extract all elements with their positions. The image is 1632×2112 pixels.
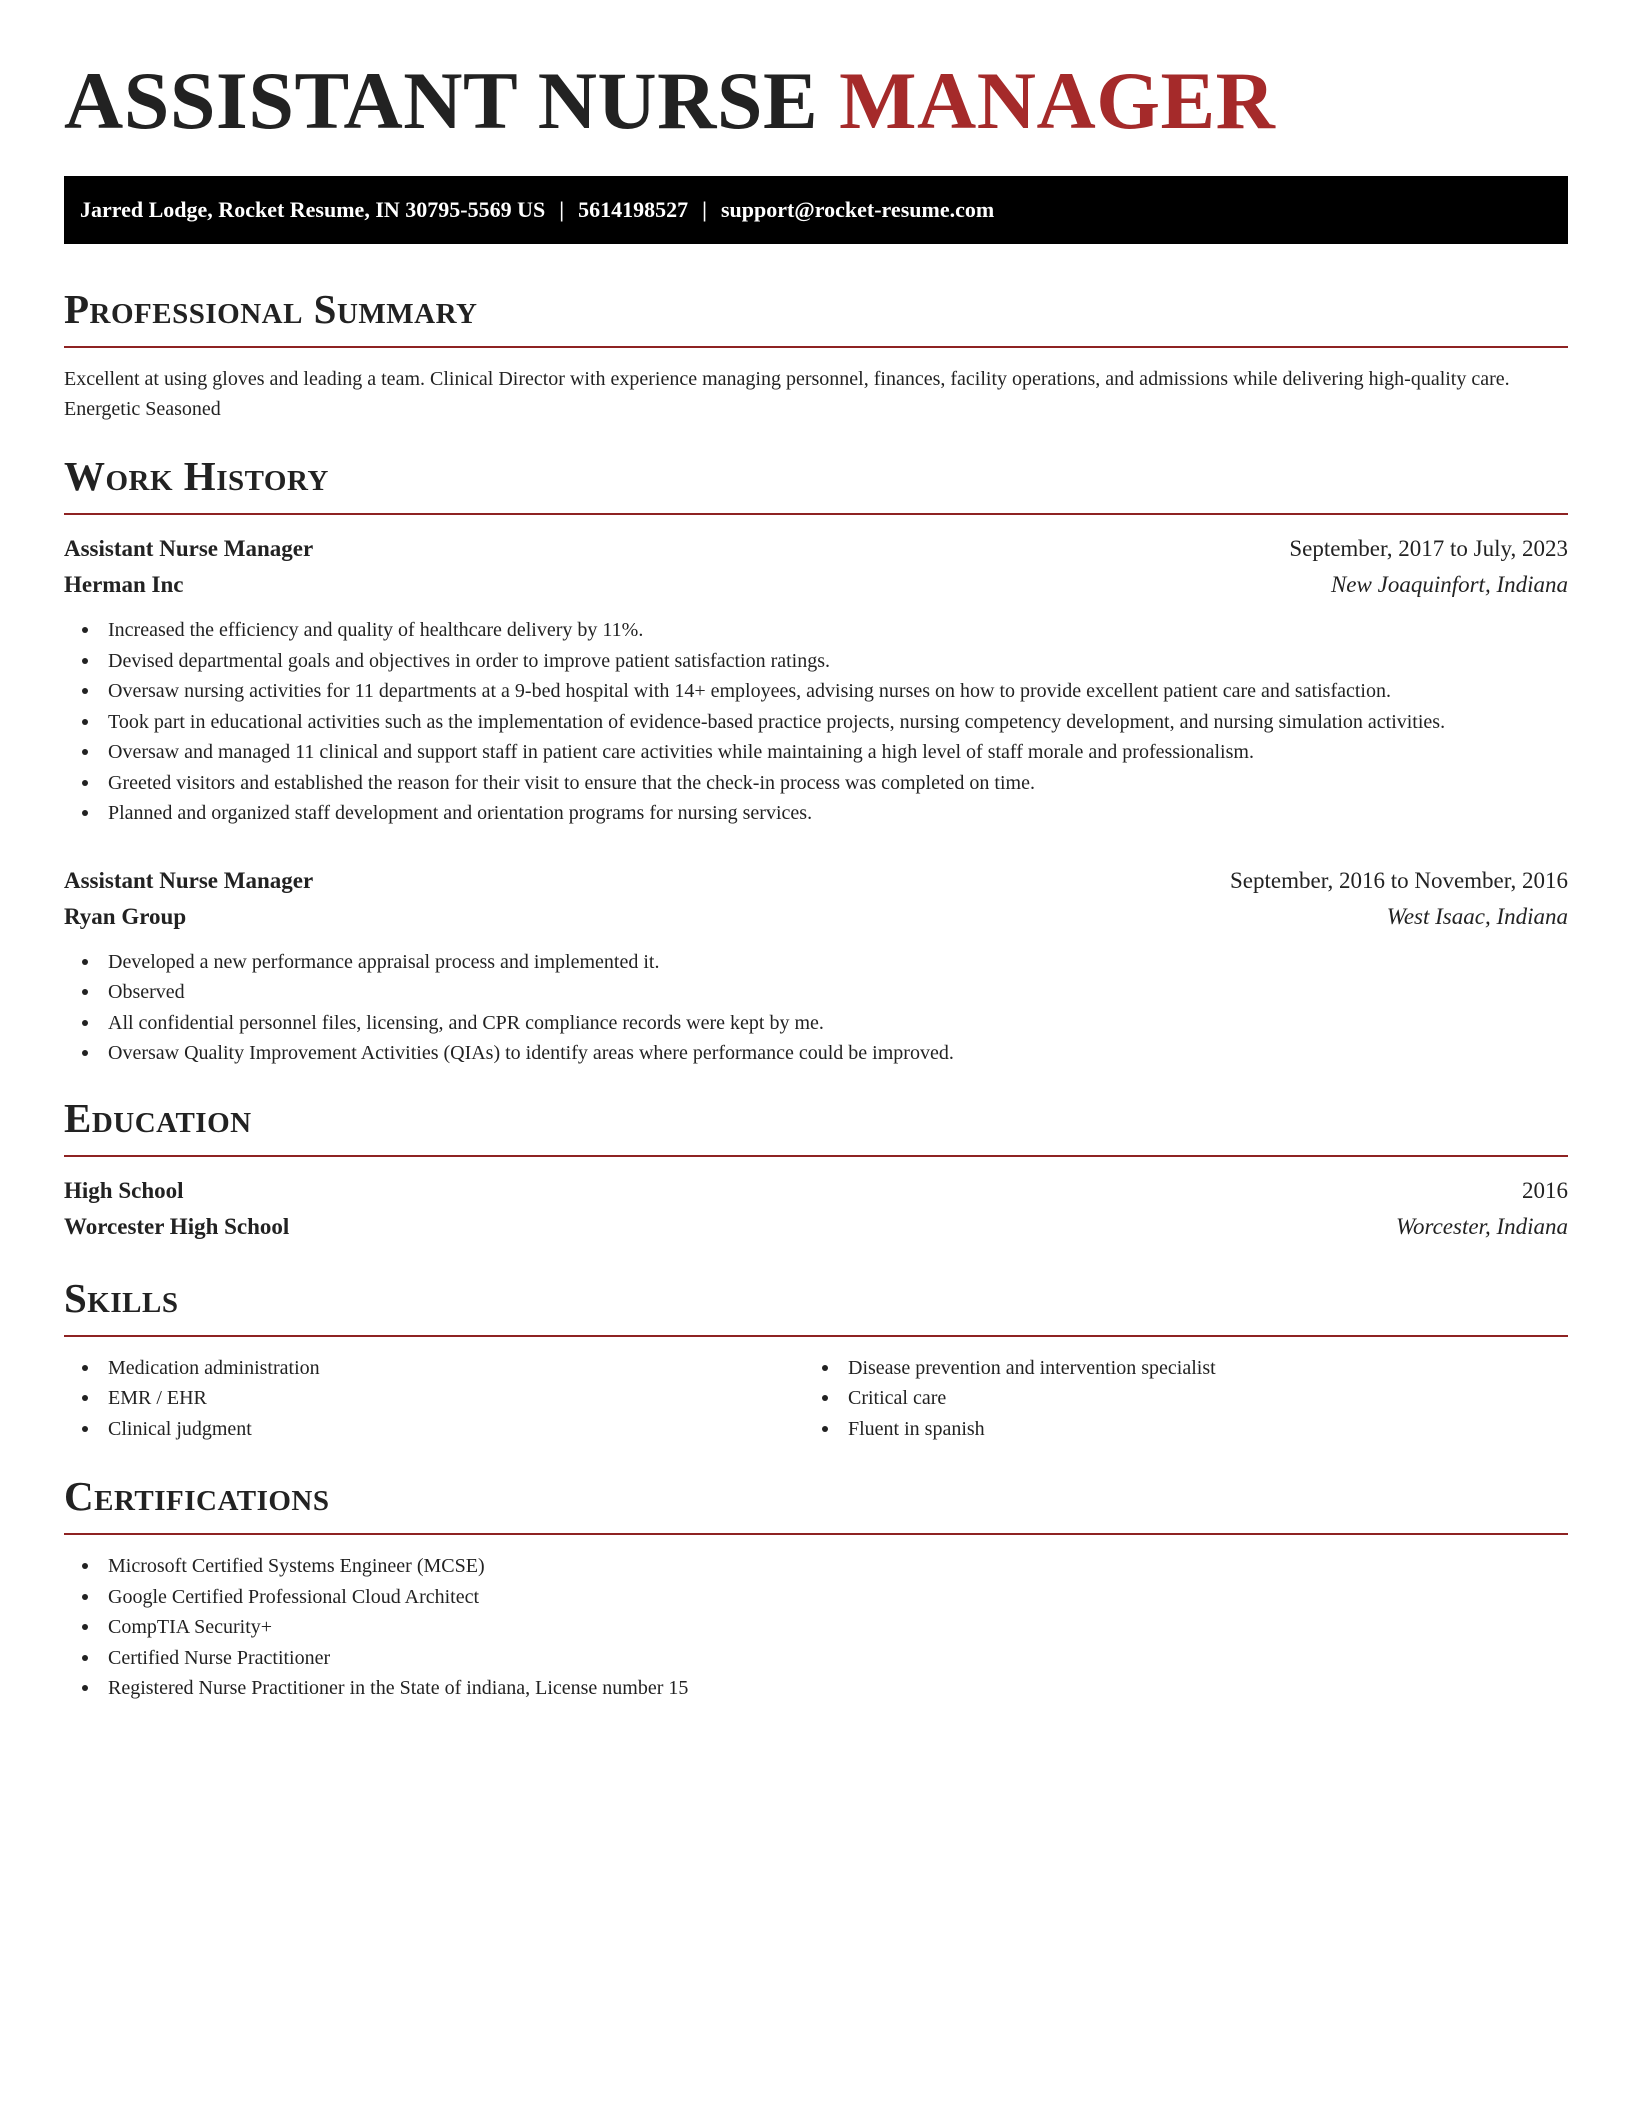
skill-item: Fluent in spanish (804, 1414, 1544, 1445)
job-bullet: Greeted visitors and established the reason for their visit to ensure that the check-in process was completed on time. (64, 768, 1568, 799)
contact-separator: | (559, 197, 565, 222)
job-bullet: Planned and organized staff development and orientation programs for nursing services. (64, 798, 1568, 829)
summary-section (64, 284, 1568, 424)
certification-item: Microsoft Certified Systems Engineer (MCSE) (64, 1551, 1568, 1582)
education-degree-row (64, 1173, 1568, 1209)
skill-item: Disease prevention and intervention specialist (804, 1353, 1544, 1384)
contact-address: Jarred Lodge, Rocket Resume, IN 30795-5569 US (80, 197, 546, 222)
job-company-row (64, 899, 1568, 935)
section-heading-skills: Skills (64, 1274, 179, 1321)
skills-list-left (64, 1353, 804, 1445)
skill-item: Critical care (804, 1383, 1544, 1414)
section-heading-summary: Professional Summary (64, 286, 478, 332)
job-bullet-list (64, 947, 1568, 1069)
education-section (64, 1093, 1568, 1245)
certifications-section (64, 1471, 1568, 1704)
contact-separator: | (702, 197, 707, 222)
skill-item: Medication administration (64, 1353, 804, 1384)
skills-section (64, 1273, 1568, 1445)
job-bullet: Took part in educational activities such as the implementation of evidence-based practice projects, nursing competency development, and nursing simulation activities. (64, 707, 1568, 738)
job-bullet: Oversaw nursing activities for 11 departments at a 9-bed hospital with 14+ employees, advising nurses on how to provide excellent patient care and satisfaction. (64, 676, 1568, 707)
education-location: Worcester, Indiana (1395, 1213, 1568, 1239)
resume-title (64, 0, 1568, 148)
section-heading-work: Work History (64, 453, 329, 499)
education-year: 2016 (1522, 1177, 1568, 1203)
section-divider (64, 1335, 1568, 1337)
certification-item: Certified Nurse Practitioner (64, 1643, 1568, 1674)
job-company: Ryan Group (64, 903, 187, 929)
resume-page (64, 0, 1568, 1704)
job-title-row (64, 863, 1568, 899)
section-heading-certifications: Certifications (64, 1473, 330, 1519)
title-main: ASSISTANT NURSE (64, 55, 819, 146)
certification-item: Google Certified Professional Cloud Architect (64, 1582, 1568, 1613)
job-title: Assistant Nurse Manager (64, 536, 314, 561)
job-title: Assistant Nurse Manager (64, 867, 314, 893)
section-divider (64, 346, 1568, 348)
skill-item: EMR / EHR (64, 1383, 804, 1414)
contact-email: support@rocket-resume.com (720, 197, 995, 222)
section-divider (64, 513, 1568, 515)
job-entry (64, 531, 1568, 829)
job-bullet: Devised departmental goals and objectives in order to improve patient satisfaction ratings. (64, 646, 1568, 677)
section-divider (64, 1533, 1568, 1535)
job-bullet: Observed (64, 977, 1568, 1008)
skills-list-right (804, 1353, 1544, 1445)
job-company: Herman Inc (64, 572, 184, 597)
title-accent: MANAGER (839, 55, 1276, 146)
education-school: Worcester High School (64, 1213, 290, 1239)
job-bullet: Oversaw Quality Improvement Activities (QIAs) to identify areas where performance could be improved. (64, 1038, 1568, 1069)
job-dates: September, 2017 to July, 2023 (1289, 536, 1568, 561)
skills-columns (64, 1353, 1568, 1445)
contact-bar (64, 176, 1568, 244)
job-dates: September, 2016 to November, 2016 (1230, 867, 1568, 893)
job-bullet: Developed a new performance appraisal process and implemented it. (64, 947, 1568, 978)
skill-item: Clinical judgment (64, 1414, 804, 1445)
education-entry (64, 1173, 1568, 1245)
summary-text: Excellent at using gloves and leading a team. Clinical Director with experience managing personnel, finances, facility operations, and admissions while delivering high-quality care. Energetic Seasoned (64, 368, 1510, 420)
job-location: New Joaquinfort, Indiana (1330, 572, 1568, 597)
job-entry (64, 863, 1568, 1069)
job-company-row (64, 567, 1568, 603)
job-location: West Isaac, Indiana (1386, 903, 1568, 929)
section-heading-education: Education (64, 1094, 252, 1141)
job-title-row (64, 531, 1568, 567)
work-section (64, 451, 1568, 1069)
job-bullet-list (64, 615, 1568, 829)
certification-item: CompTIA Security+ (64, 1612, 1568, 1643)
section-divider (64, 1155, 1568, 1157)
education-degree: High School (64, 1177, 184, 1203)
job-bullet: All confidential personnel files, licensing, and CPR compliance records were kept by me. (64, 1008, 1568, 1039)
education-school-row (64, 1209, 1568, 1245)
certification-item: Registered Nurse Practitioner in the State of indiana, License number 15 (64, 1673, 1568, 1704)
job-bullet: Oversaw and managed 11 clinical and support staff in patient care activities while maintaining a high level of staff morale and professionalism. (64, 737, 1568, 768)
certifications-list (64, 1551, 1568, 1704)
job-bullet: Increased the efficiency and quality of healthcare delivery by 11%. (64, 615, 1568, 646)
contact-phone: 5614198527 (578, 197, 689, 222)
